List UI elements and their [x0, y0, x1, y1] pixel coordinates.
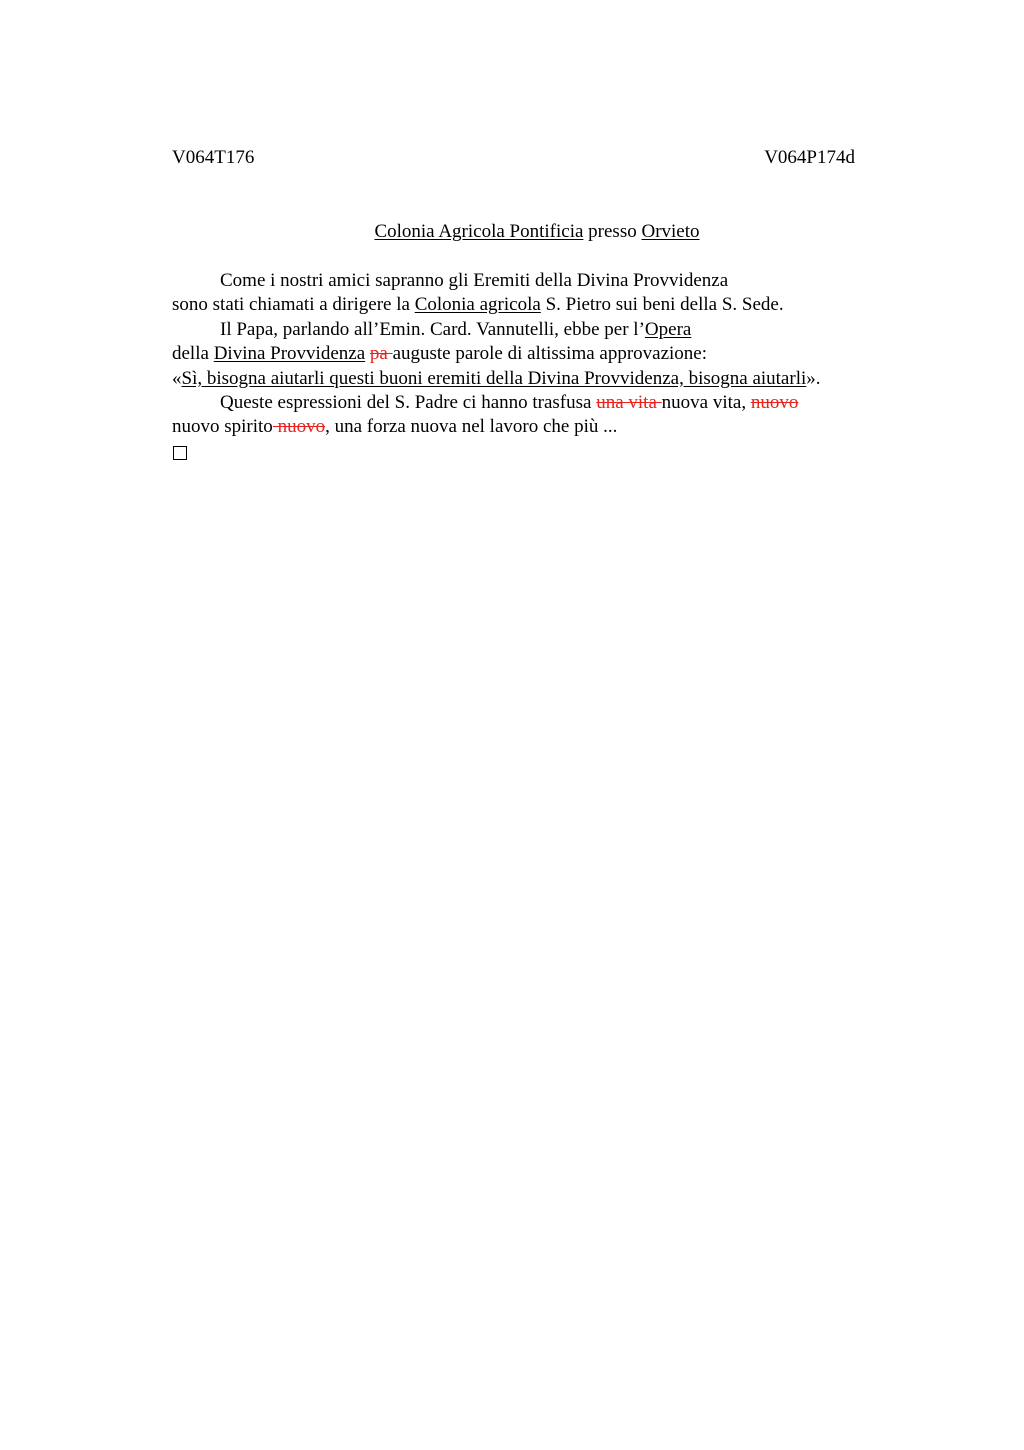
underlined-phrase: Colonia agricola: [414, 294, 541, 316]
text-segment: nuova vita,: [661, 391, 751, 413]
deleted-text: nuovo: [750, 391, 799, 413]
text-segment: sono stati chiamati a dirigere la: [172, 294, 415, 316]
left-reference-code: V064T176: [172, 147, 255, 168]
checkbox-icon: [173, 446, 187, 460]
end-marker-line: [172, 440, 892, 464]
text-segment: S. Pietro sui beni della S. Sede.: [540, 294, 784, 316]
text-segment: della: [172, 343, 214, 365]
text-segment: nuovo spirito: [172, 416, 273, 438]
text-line-1: [172, 269, 892, 293]
title-orvieto: Orvieto: [641, 221, 700, 242]
deleted-text: pa: [369, 343, 393, 365]
right-reference-code: V064P174d: [764, 147, 855, 168]
title-presso: presso: [583, 221, 642, 242]
deleted-text: una vita: [596, 391, 662, 413]
text-segment: Queste espressioni del S. Padre ci hanno trasfusa: [220, 391, 597, 413]
text-line-6: [172, 391, 892, 415]
text-segment: Il Papa, parlando all’Emin. Card. Vannutelli, ebbe per l’: [220, 318, 645, 340]
text-line-7: [172, 415, 892, 439]
text-line-5: [172, 367, 892, 391]
text-line-3: [172, 318, 892, 342]
text-segment: auguste parole di altissima approvazione:: [392, 343, 708, 365]
deleted-text: nuovo: [272, 416, 326, 438]
title-colonia: Colonia Agricola Pontificia: [374, 221, 584, 242]
text-line-4: [172, 342, 892, 366]
underlined-phrase: Divina Provvidenza: [213, 343, 366, 365]
underlined-quote: Sì, bisogna aiutarli questi buoni eremiti della Divina Provvidenza, bisogna aiutarli: [181, 367, 807, 389]
text-segment: , una forza nuova nel lavoro che più ...: [325, 416, 618, 438]
text-line-2: [172, 293, 892, 317]
document-title: [0, 220, 1024, 244]
text-segment: Come i nostri amici sapranno gli Eremiti della Divina Provvidenza: [220, 270, 729, 291]
text-segment: ».: [806, 367, 821, 389]
body-text: [172, 269, 892, 464]
underlined-phrase: Opera: [644, 318, 692, 340]
text-segment: «: [172, 367, 182, 389]
